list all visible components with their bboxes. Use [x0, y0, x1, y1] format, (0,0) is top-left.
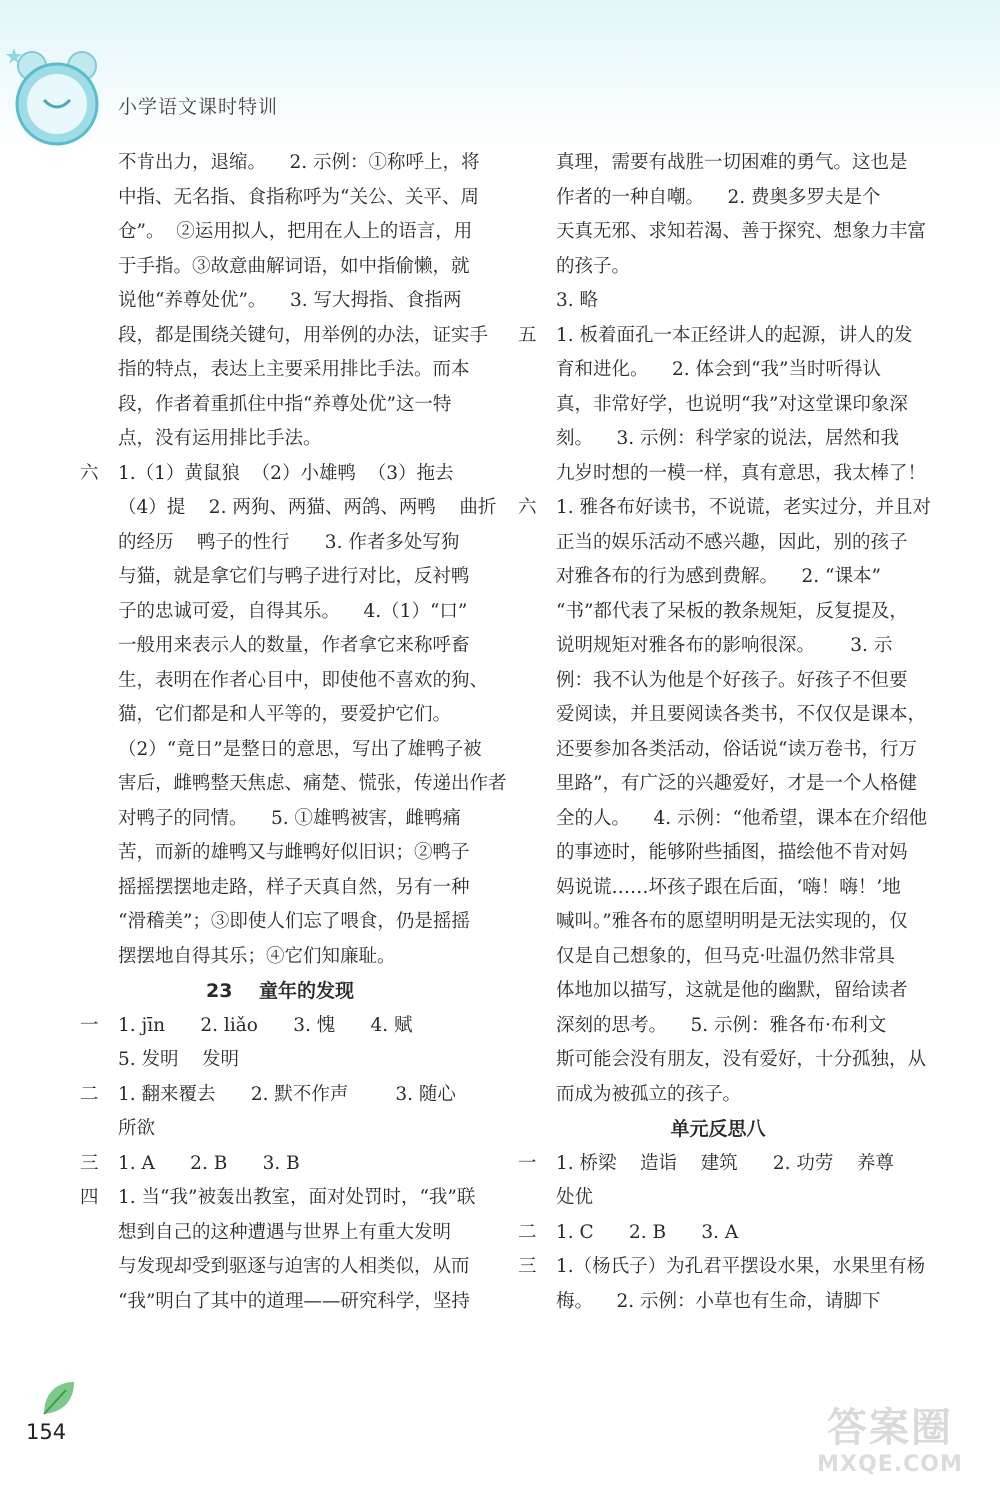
- text-line: 一般用来表示人的数量，作者拿它来称呼畜: [118, 635, 470, 656]
- text-line: 六 1. 雅各布好读书，不说谎，老实过分，并且对: [518, 497, 932, 518]
- text-line: 的孩子。: [556, 255, 631, 277]
- page-number: 154: [26, 1420, 67, 1444]
- alarm-clock-mascot-icon: [2, 44, 112, 154]
- text-line: 仓”。 ②运用拟人，把用在人上的语言，用: [118, 221, 473, 242]
- text-line: 五 1. 板着面孔一本正经讲人的起源，讲人的发: [518, 324, 913, 346]
- text-line: 还要参加各类活动，俗话说“读万卷书，行万: [556, 738, 917, 760]
- text-line: 爱阅读，并且要阅读各类书，不仅仅是课本，: [556, 704, 927, 725]
- text-line: 一 1. 桥梁 造诣 建筑 2. 功劳 养尊: [518, 1152, 894, 1174]
- text-line: 摆摆地自得其乐；④它们知廉耻。: [118, 945, 396, 967]
- text-line: 里路”，有广泛的兴趣爱好，才是一个人格健: [556, 773, 917, 794]
- text-line: 与猫，就是拿它们与鸭子进行对比，反衬鸭: [118, 566, 470, 587]
- watermark-text: 答案圈: [827, 1405, 953, 1451]
- text-line: 害后，雌鸭整天焦虑、痛楚、慌张，传递出作者: [118, 773, 507, 794]
- text-line: 段，都是围绕关键句，用举例的办法，证实手: [118, 324, 489, 346]
- text-line: 全的人。 4. 示例：“他希望，课本在介绍他: [556, 807, 928, 829]
- text-line: （2）“竟日”是整日的意思，写出了雄鸭子被: [118, 738, 482, 760]
- text-line: 育和进化。 2. 体会到“我”当时听得认: [556, 359, 881, 380]
- book-title: 小学语文课时特训: [118, 96, 279, 118]
- watermark: [800, 1396, 980, 1492]
- text-line: 对鸭子的同情。 5. ①雄鸭被害，雌鸭痛: [118, 807, 462, 829]
- text-line: 一 1. jīn 2. liǎo 3. 愧 4. 赋: [80, 1014, 413, 1036]
- text-line: 不肯出力，退缩。 2. 示例：①称呼上，将: [118, 152, 480, 173]
- text-line: 二 1. C 2. B 3. A: [518, 1221, 739, 1243]
- text-line: 斯可能会没有朋友，没有爱好，十分孤独，从: [556, 1049, 927, 1070]
- text-line: 说明规矩对雅各布的影响很深。 3. 示: [556, 635, 893, 656]
- text-line: 的事迹时，能够附些插图，描绘他不肯对妈: [556, 842, 908, 863]
- text-line: （4）提 2. 两狗、两猫、两鸽、两鸭 曲折: [118, 497, 497, 518]
- text-line: 正当的娱乐活动不感兴趣，因此，别的孩子: [556, 531, 908, 553]
- header-band: [0, 0, 1000, 150]
- text-line: 作者的一种自嘲。 2. 费奥多罗夫是个: [556, 186, 881, 208]
- text-line: 九岁时想的一模一样，真有意思，我太棒了！: [556, 462, 927, 484]
- right-column: [518, 146, 932, 1319]
- text-line: 深刻的思考。 5. 示例：雅各布·布利文: [556, 1014, 887, 1036]
- leaf-icon: [40, 1378, 78, 1418]
- section-heading-unit-review: 单元反思八: [670, 1118, 766, 1140]
- text-line: 的经历 鸭子的性行 3. 作者多处写狗: [118, 531, 460, 553]
- text-line: 体地加以描写，这就是他的幽默，留给读者: [556, 980, 908, 1001]
- text-line: 二 1. 翻来覆去 2. 默不作声 3. 随心: [80, 1083, 456, 1105]
- text-line: “书”都代表了呆板的教条规矩，反复提及，: [556, 600, 908, 622]
- text-line: 六 1.（1）黄鼠狼 （2）小雄鸭 （3）拖去: [80, 462, 454, 484]
- text-line: 三 1.（杨氏子）为孔君平摆设水果，水果里有杨: [518, 1256, 926, 1277]
- text-line: 喊叫。”雅各布的愿望明明是无法实现的，仅: [556, 911, 908, 932]
- text-line: 子的忠诚可爱，自得其乐。 4.（1）“口”: [118, 600, 468, 622]
- text-line: 所欲: [118, 1118, 156, 1139]
- text-line: 仅是自己想象的，但马克·吐温仍然非常具: [556, 945, 895, 967]
- text-line: 对雅各布的行为感到费解。 2. “课本”: [556, 566, 881, 587]
- text-line: 想到自己的这种遭遇与世界上有重大发明: [118, 1221, 452, 1243]
- text-line: 段，作者着重抓住中指“养尊处优”这一特: [118, 393, 452, 415]
- text-line: 四 1. 当“我”被轰出教室，面对处罚时，“我”联: [80, 1187, 476, 1208]
- text-line: 摇摇摆摆地走路，样子天真自然，另有一种: [118, 876, 470, 898]
- text-line: 5. 发明 发明: [118, 1049, 240, 1070]
- text-line: 生，表明在作者心目中，即使他不喜欢的狗、: [118, 669, 489, 691]
- text-line: “我”明白了其中的道理——研究科学，坚持: [118, 1290, 470, 1312]
- text-line: 梅。 2. 示例：小草也有生命，请脚下: [556, 1290, 881, 1312]
- text-line: 说他“养尊处优”。 3. 写大拇指、食指两: [118, 290, 462, 311]
- text-line: 猫，它们都是和人平等的，要爱护它们。: [118, 704, 452, 725]
- text-line: 于手指。③故意曲解词语，如中指偷懒，就: [118, 255, 470, 277]
- text-line: 点，没有运用排比手法。: [118, 428, 322, 449]
- text-line: 天真无邪、求知若渴、善于探究、想象力丰富: [556, 221, 927, 242]
- text-line: 三 1. A 2. B 3. B: [80, 1152, 300, 1174]
- text-line: 中指、无名指、食指称呼为“关公、关平、周: [118, 186, 479, 208]
- text-line: 处优: [556, 1187, 594, 1208]
- text-line: “滑稽美”；③即使人们忘了喂食，仍是摇摇: [118, 911, 470, 932]
- text-line: 妈说谎……坏孩子跟在后面，‘嗨！嗨！’地: [556, 876, 901, 898]
- text-line: 指的特点，表达上主要采用排比手法。而本: [118, 359, 470, 380]
- text-line: 与发现却受到驱逐与迫害的人相类似，从而: [118, 1256, 470, 1277]
- text-line: 真，非常好学，也说明“我”对这堂课印象深: [556, 393, 908, 415]
- section-heading-lesson-23: 23 童年的发现: [206, 980, 354, 1002]
- left-column: [80, 146, 507, 1319]
- text-line: 真理，需要有战胜一切困难的勇气。这也是: [556, 152, 908, 173]
- text-line: 例：我不认为他是个好孩子。好孩子不但要: [556, 669, 908, 691]
- watermark-url: MXQE.COM: [817, 1452, 963, 1477]
- text-line: 3. 略: [556, 290, 599, 311]
- text-line: 苦，而新的雄鸭又与雌鸭好似旧识；②鸭子: [118, 842, 470, 863]
- text-line: 而成为被孤立的孩子。: [556, 1083, 742, 1105]
- text-line: 刻。 3. 示例：科学家的说法，居然和我: [556, 428, 900, 449]
